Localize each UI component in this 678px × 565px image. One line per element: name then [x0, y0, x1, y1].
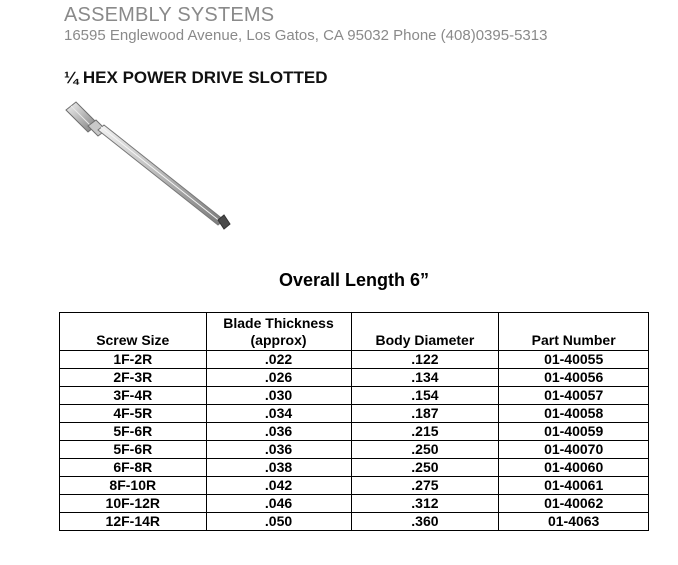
specifications-table: [59, 312, 649, 531]
cell-blade-thickness: .034: [206, 405, 351, 423]
cell-screw-size: 6F-8R: [60, 459, 207, 477]
cell-blade-thickness: .038: [206, 459, 351, 477]
table-row: [60, 441, 649, 459]
cell-blade-thickness: .036: [206, 423, 351, 441]
cell-blade-thickness: .026: [206, 369, 351, 387]
driver-bit-image: [58, 98, 238, 238]
table-row: [60, 405, 649, 423]
product-title: ¼ HEX POWER DRIVE SLOTTED: [64, 68, 328, 87]
cell-part-number: 01-40059: [499, 423, 649, 441]
cell-blade-thickness: .042: [206, 477, 351, 495]
cell-part-number: 01-40070: [499, 441, 649, 459]
table-row: [60, 495, 649, 513]
cell-part-number: 01-40058: [499, 405, 649, 423]
table-header-row: [60, 313, 649, 351]
cell-blade-thickness: .030: [206, 387, 351, 405]
cell-screw-size: 4F-5R: [60, 405, 207, 423]
cell-blade-thickness: .050: [206, 513, 351, 531]
cell-body-diameter: .215: [351, 423, 499, 441]
overall-length-text: Overall Length 6”: [278, 270, 430, 290]
cell-body-diameter: .312: [351, 495, 499, 513]
table-row: [60, 513, 649, 531]
cell-screw-size: 5F-6R: [60, 441, 207, 459]
cell-screw-size: 5F-6R: [60, 423, 207, 441]
cell-part-number: 01-40061: [499, 477, 649, 495]
driver-bit-icon: [58, 98, 238, 238]
table-row: [60, 369, 649, 387]
cell-part-number: 01-40062: [499, 495, 649, 513]
cell-body-diameter: .250: [351, 459, 499, 477]
cell-body-diameter: .134: [351, 369, 499, 387]
cell-body-diameter: .360: [351, 513, 499, 531]
table-row: [60, 387, 649, 405]
table-row: [60, 477, 649, 495]
company-address: 16595 Englewood Avenue, Los Gatos, CA 95032 Phone (408)0395-5313: [64, 27, 548, 44]
cell-screw-size: 2F-3R: [60, 369, 207, 387]
cell-blade-thickness: .046: [206, 495, 351, 513]
col-header-screw-size: Screw Size: [60, 313, 207, 351]
cell-part-number: 01-4063: [499, 513, 649, 531]
company-name: ASSEMBLY SYSTEMS: [64, 4, 275, 26]
cell-blade-thickness: .036: [206, 441, 351, 459]
table-row: [60, 351, 649, 369]
cell-part-number: 01-40057: [499, 387, 649, 405]
cell-screw-size: 1F-2R: [60, 351, 207, 369]
col-header-part-number: Part Number: [499, 313, 649, 351]
cell-body-diameter: .275: [351, 477, 499, 495]
cell-body-diameter: .122: [351, 351, 499, 369]
cell-body-diameter: .154: [351, 387, 499, 405]
cell-screw-size: 10F-12R: [60, 495, 207, 513]
table-row: [60, 459, 649, 477]
col-header-body-diameter: Body Diameter: [351, 313, 499, 351]
cell-screw-size: 12F-14R: [60, 513, 207, 531]
cell-part-number: 01-40060: [499, 459, 649, 477]
cell-screw-size: 8F-10R: [60, 477, 207, 495]
cell-body-diameter: .187: [351, 405, 499, 423]
cell-screw-size: 3F-4R: [60, 387, 207, 405]
col-header-blade-thickness: Blade Thickness (approx): [206, 313, 351, 351]
cell-body-diameter: .250: [351, 441, 499, 459]
table-row: [60, 423, 649, 441]
cell-blade-thickness: .022: [206, 351, 351, 369]
cell-part-number: 01-40056: [499, 369, 649, 387]
overall-length-heading: [0, 270, 678, 291]
cell-part-number: 01-40055: [499, 351, 649, 369]
